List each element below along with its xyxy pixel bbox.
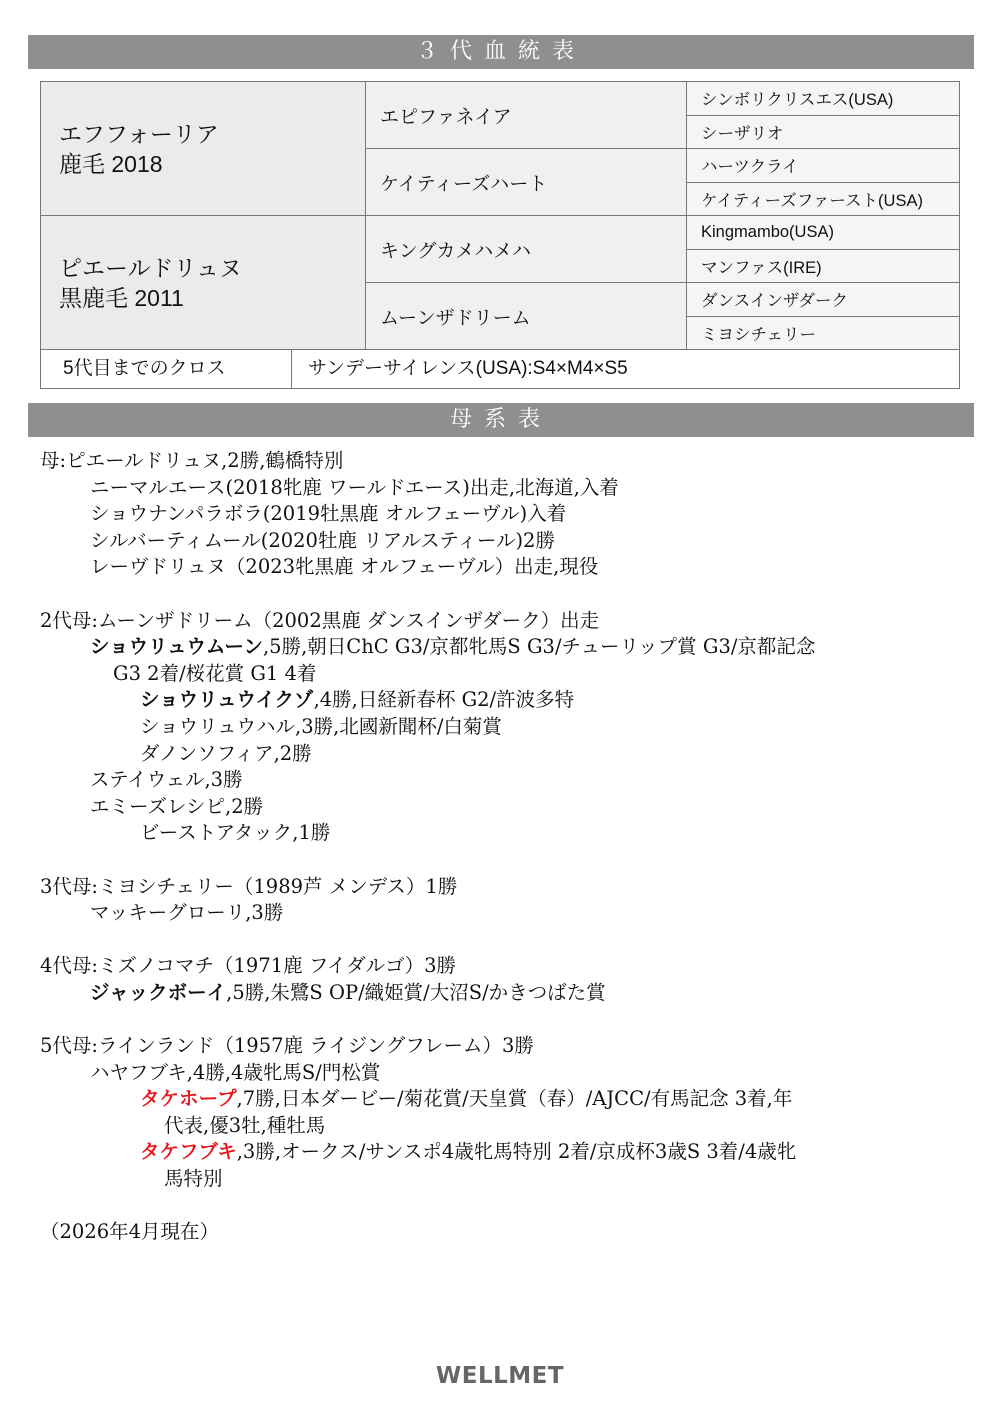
gen3-2: シーザリオ bbox=[687, 115, 960, 149]
wellmet-logo: WELLMET bbox=[435, 1363, 565, 1389]
foal-line: ショウナンパラボラ(2019牡黒鹿 オルフェーヴル)入着 bbox=[90, 502, 567, 526]
descendant-line-cont: 代表,優3牡,種牡馬 bbox=[164, 1113, 326, 1137]
horse-record: ,3勝,オークス/サンスポ4歳牝馬特別 2着/京成杯3歳S 3着/4歳牝 bbox=[236, 1140, 797, 1164]
pedigree-header: ３代血統表 bbox=[28, 35, 974, 69]
family-header: 母系表 bbox=[28, 403, 974, 437]
descendant-line: エミーズレシピ,2勝 bbox=[90, 794, 264, 818]
dam-sire: キングカメハメハ bbox=[366, 216, 687, 283]
horse-name: ショウリュウムーン bbox=[90, 635, 263, 659]
descendant-line bbox=[40, 980, 970, 1007]
foal-line: シルバーティムール(2020牡鹿 リアルスティール)2勝 bbox=[90, 528, 555, 552]
gen3-8: ミヨシチェリー bbox=[687, 316, 960, 350]
sire-info: 鹿毛 2018 bbox=[59, 150, 163, 177]
foal-line: ニーマルエース(2018牝鹿 ワールドエース)出走,北海道,入着 bbox=[90, 475, 619, 499]
descendant-line-cont: G3 2着/桜花賞 G1 4着 bbox=[113, 661, 317, 685]
horse-record: ,4勝,日経新春杯 G2/許波多特 bbox=[313, 688, 575, 712]
descendant-line bbox=[40, 1086, 970, 1113]
dam-dam: ムーンザドリーム bbox=[366, 283, 687, 350]
gen3-3: ハーツクライ bbox=[687, 149, 960, 183]
descendant-line: ダノンソフィア,2勝 bbox=[140, 741, 312, 765]
dam-cell bbox=[41, 216, 366, 350]
sire-cell bbox=[41, 82, 366, 216]
dam4-line: 4代母:ミズノコマチ（1971鹿 フイダルゴ）3勝 bbox=[40, 954, 456, 978]
cross-row bbox=[40, 350, 960, 389]
dam2-line: 2代母:ムーンザドリーム（2002黒鹿 ダンスインザダーク）出走 bbox=[40, 608, 600, 632]
descendant-line: ショウリュウハル,3勝,北國新聞杯/白菊賞 bbox=[140, 714, 502, 738]
descendant-line: マッキーグローリ,3勝 bbox=[90, 901, 284, 925]
horse-record: ,5勝,朱鷺S OP/織姫賞/大沼S/かきつばた賞 bbox=[226, 980, 606, 1004]
horse-record: ,7勝,日本ダービー/菊花賞/天皇賞（春）/AJCC/有馬記念 3着,年 bbox=[236, 1087, 793, 1111]
dam-name: ピエールドリュヌ bbox=[59, 254, 242, 281]
gen3-6: マンファス(IRE) bbox=[687, 249, 960, 283]
dam3-line: 3代母:ミヨシチェリー（1989芦 メンデス）1勝 bbox=[40, 874, 458, 898]
family-table bbox=[40, 448, 970, 1246]
horse-name: ショウリュウイクゾ bbox=[140, 688, 314, 712]
horse-name-highlight: タケフブキ bbox=[140, 1140, 237, 1164]
horse-name: ジャックボーイ bbox=[90, 980, 227, 1004]
descendant-line: ハヤフブキ,4勝,4歳牝馬S/門松賞 bbox=[90, 1060, 381, 1084]
pedigree-table bbox=[40, 81, 960, 350]
descendant-line bbox=[40, 1139, 970, 1166]
sire-dam: ケイティーズハート bbox=[366, 149, 687, 216]
descendant-line-cont: 馬特別 bbox=[164, 1167, 223, 1191]
cross-value: サンデーサイレンス(USA):S4×M4×S5 bbox=[308, 358, 628, 379]
gen3-4: ケイティーズファースト(USA) bbox=[687, 182, 960, 216]
as-of-note: （2026年4月現在） bbox=[40, 1220, 220, 1244]
descendant-line bbox=[40, 687, 970, 714]
horse-record: ,5勝,朝日ChC G3/京都牝馬S G3/チューリップ賞 G3/京都記念 bbox=[262, 635, 816, 659]
descendant-line: ステイウェル,3勝 bbox=[90, 768, 243, 792]
dam5-line: 5代母:ラインランド（1957鹿 ライジングフレーム）3勝 bbox=[40, 1034, 534, 1058]
gen3-1: シンボリクリスエス(USA) bbox=[687, 82, 960, 116]
dam1-line: 母:ピエールドリュヌ,2勝,鶴橋特別 bbox=[40, 449, 344, 472]
sire-sire: エピファネイア bbox=[366, 82, 687, 149]
horse-name-highlight: タケホープ bbox=[140, 1087, 237, 1111]
sire-name: エフフォーリア bbox=[59, 120, 219, 147]
foal-line: レーヴドリュヌ（2023牝黒鹿 オルフェーヴル）出走,現役 bbox=[90, 555, 599, 579]
dam-info: 黒鹿毛 2011 bbox=[59, 284, 184, 311]
gen3-5: Kingmambo(USA) bbox=[687, 216, 960, 250]
gen3-7: ダンスインザダーク bbox=[687, 283, 960, 317]
descendant-line: ビーストアタック,1勝 bbox=[140, 821, 331, 845]
descendant-line bbox=[40, 634, 970, 661]
cross-label: 5代目までのクロス bbox=[41, 350, 292, 388]
